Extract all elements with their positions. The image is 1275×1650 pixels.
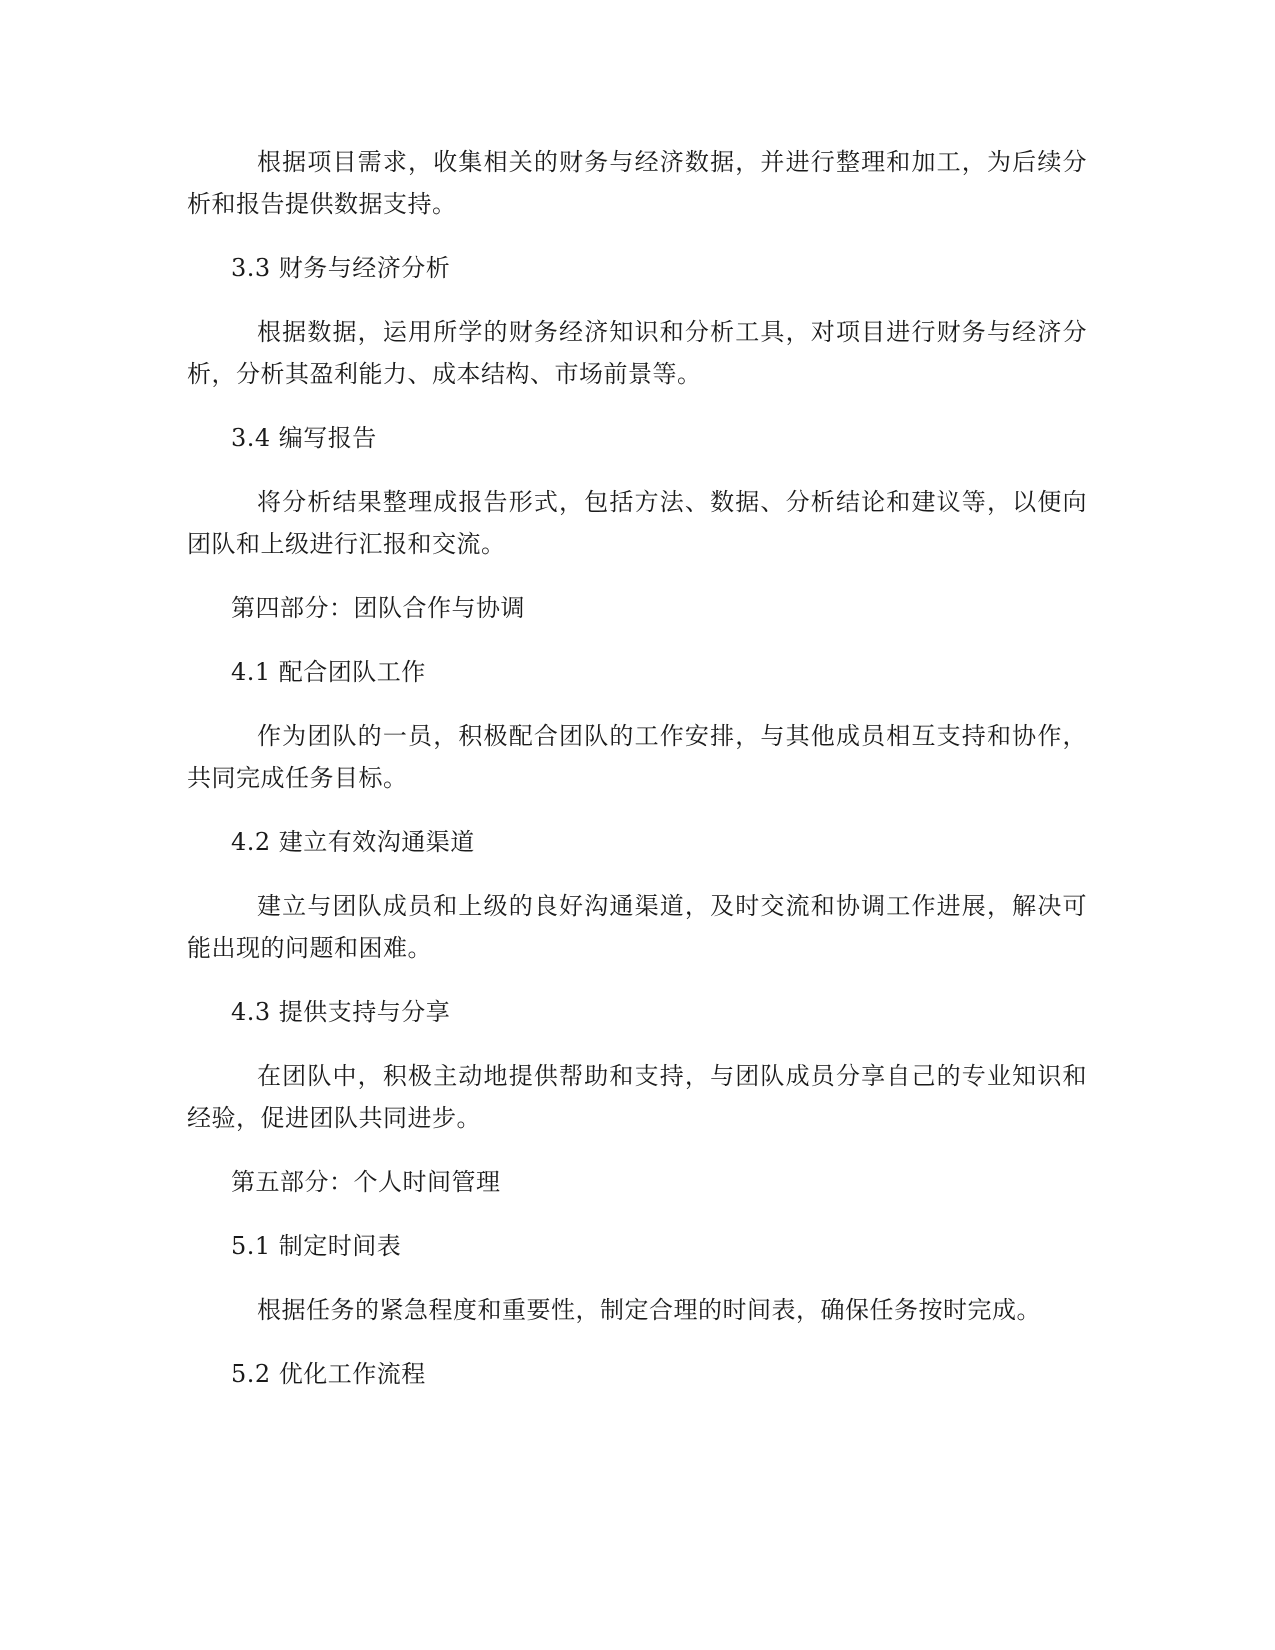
- document-body: [187, 141, 1087, 1395]
- heading-part-four: 第四部分：团队合作与协调: [231, 594, 525, 622]
- heading-3-3: 3.3 财务与经济分析: [231, 254, 451, 282]
- heading-5-1: 5.1 制定时间表: [231, 1232, 402, 1260]
- heading-3-4: 3.4 编写报告: [231, 424, 377, 452]
- heading-4-1: 4.1 配合团队工作: [231, 658, 426, 686]
- paragraph-financial-analysis: 根据数据，运用所学的财务经济知识和分析工具，对项目进行财务与经济分析，分析其盈利能力、成本结构、市场前景等。: [187, 318, 1087, 388]
- paragraph-communication: 建立与团队成员和上级的良好沟通渠道，及时交流和协调工作进展，解决可能出现的问题和困难。: [187, 892, 1087, 962]
- heading-4-3: 4.3 提供支持与分享: [231, 998, 451, 1026]
- paragraph-support-sharing: 在团队中，积极主动地提供帮助和支持，与团队成员分享自己的专业知识和经验，促进团队共同进步。: [187, 1062, 1087, 1132]
- heading-4-2: 4.2 建立有效沟通渠道: [231, 828, 475, 856]
- paragraph-timetable: 根据任务的紧急程度和重要性，制定合理的时间表，确保任务按时完成。: [257, 1296, 1041, 1324]
- heading-part-five: 第五部分：个人时间管理: [231, 1168, 501, 1196]
- paragraph-write-report: 将分析结果整理成报告形式，包括方法、数据、分析结论和建议等，以便向团队和上级进行汇报和交流。: [187, 488, 1087, 558]
- heading-5-2: 5.2 优化工作流程: [231, 1360, 426, 1388]
- paragraph-team-work: 作为团队的一员，积极配合团队的工作安排，与其他成员相互支持和协作，共同完成任务目标。: [187, 722, 1087, 792]
- paragraph-data-collection: 根据项目需求，收集相关的财务与经济数据，并进行整理和加工，为后续分析和报告提供数据支持。: [187, 148, 1087, 218]
